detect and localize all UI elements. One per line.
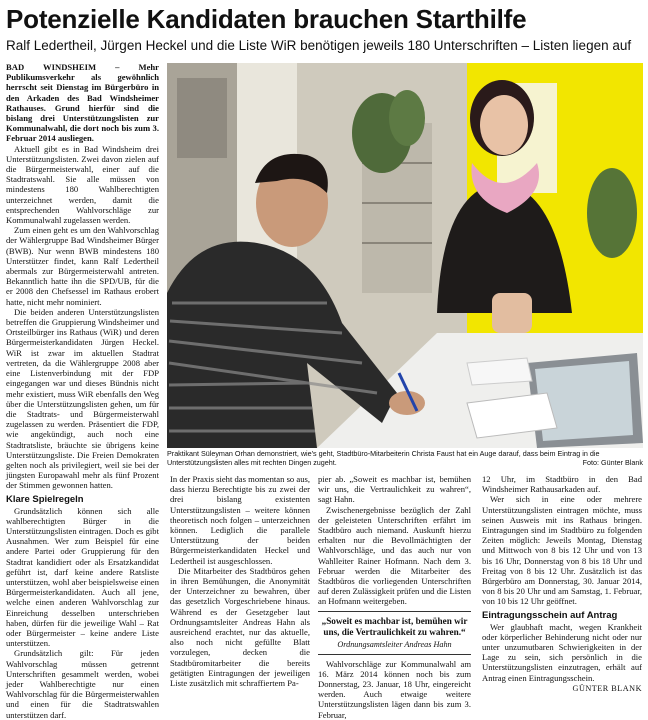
column-3 <box>318 474 471 720</box>
column-2 <box>170 474 310 702</box>
body-paragraph: Zwischenergebnisse bezüglich der Zahl der geleisteten Unterschriften erfährt im Stadtbüro auch niemand. Auskunft hierzu erhalten nur die Bevollmächtigten der Wahlvorschläge, und das auch nur von Wahlleiter Rainer Hofmann. Nach dem 3. Februar werden die Mitarbeiter des Stadtbüros die vorliegenden Unterschriften auf deren Zulässigkeit prüfen und die Listen an Hofmann weitergeben. <box>318 504 471 607</box>
pull-quote-source: Ordnungsamtsleiter Andreas Hahn <box>337 639 452 649</box>
body-paragraph: Wer glaubhaft macht, wegen Krankheit oder körperlicher Behinderung nicht oder nur unter unzumutbaren Schwierigkeiten in der Lage zu sein, sich persönlich in die Unterstützungslisten einzutragen, erhält auf Antrag einen Eintragungsschein. <box>482 621 642 683</box>
section-heading-klare-spielregeln: Klare Spielregeln <box>6 493 84 505</box>
section-heading-eintragungsschein: Eintragungsschein auf Antrag <box>482 609 618 621</box>
body-paragraph: Grundsätzlich können sich alle wahlberechtigten Bürger in die Unterstützungslisten eintragen. Doch es gibt Ausnahmen. Wer zum Beispiel für eine andere Partei oder Gruppierung für den Stadtrat kandidiert oder als Ersatzkandidat geführt ist, darf keine andere Ratsliste unterstützen, wohl aber beispielsweise einen Bürgermeisterkandidaten. Auch all jene, welche einen anderen Wahlvorschlag zur Einreichung desselben unterschrieben haben, dürfen für die jeweilige Wahl – Rat oder Bürgermeister – keine andere Liste unterstützen. <box>6 505 159 649</box>
author-byline: GÜNTER BLANK <box>572 683 642 693</box>
caption-text: Praktikant Süleyman Orhan demonstriert, wie's geht, Stadtbüro-Mitarbeiterin Christa Faust hat ein Auge darauf, dass beim Eintrag in die Unterstützungslisten alles mit rechten Dingen zugeht. <box>167 449 600 467</box>
pull-quote <box>318 611 471 655</box>
body-paragraph: Aktuell gibt es in Bad Windsheim drei Unterstützungslisten. Zwei davon zielen auf die Bürgermeisterwahl, einer auf die Stadtratswahl. Sie alle müssen von mindestens 180 Wahlberechtigten unterzeichnet werden, damit die entsprechenden Wahlvorschläge zur Kommunalwahl zugelassen werden. <box>6 143 159 226</box>
body-paragraph: pier ab. „Soweit es machbar ist, bemühen wir uns, die Vertraulichkeit zu wahren“, sagt Hahn. <box>318 474 471 505</box>
body-paragraph: Die beiden anderen Unterstützungslisten betreffen die Gruppierung Windsheimer und Ortsteilbürger ins Rathaus (WiR) und deren Bürgermeisterkandidaten Jürgen Heckel. WiR ist zwar im aktuellen Stadtrat vertreten, da die Wählergruppe 2008 aber eine Listenverbindung mit der FDP eingegangen war und dieses Bündnis nicht mehr existiert, muss WiR ebenfalls den Weg über die Unterstützungslisten gehen, um für die Stadtrats- und Bürgermeisterwahl zugelassen zu werden. Präsentiert die FDP, wie angekündigt, auch noch eine Stadtratsliste, bräuchte sie übrigens keine Unterstützungsliste. Die Freien Demokraten gelten noch als privilegiert, weil sie bei der jüngsten Europawahl mehr als fünf Prozent der Stimmen gewonnen hatten. <box>6 306 159 491</box>
column-1 <box>6 62 159 720</box>
body-paragraph: Wahlvorschläge zur Kommunalwahl am 16. März 2014 können noch bis zum Donnerstag, 23. Januar, 18 Uhr, eingereicht werden. Auch etwaige weitere Unterstützungslisten lägen dann bis zum 3. Februar, <box>318 658 471 720</box>
column-4 <box>482 474 642 702</box>
subheadline: Ralf Ledertheil, Jürgen Heckel und die Liste WiR benötigen jeweils 180 Unterschriften – Listen liegen auf <box>6 38 632 53</box>
body-paragraph: In der Praxis sieht das momentan so aus, dass hierzu Berechtigte bis zu zwei der drei bislang existenten Unterstützungslisten – weitere können theoretisch noch folgen – unterzeichnen können. Lediglich die parallele Unterstützung der beiden Bürgermeisterkandidaten Heckel und Ledertheil ist ausgeschlossen. <box>170 474 310 566</box>
body-paragraph: Zum einen geht es um den Wahlvorschlag der Wählergruppe Bad Windsheimer Bürger (BWB). Nur wenn BWB mindestens 180 Unterstützer findet, kann Ralf Ledertheil abermals zur Bürgermeisterwahl antreten. Bekanntlich hatte ihn die SPD/UB, für die er 2008 den Chefsessel im Rathaus erobert hatte, nicht mehr nominiert. <box>6 225 159 307</box>
body-paragraph: Grundsätzlich gilt: Für jeden Wahlvorschlag müssen getrennt Unterschriften gesammelt werden, wobei jeder Wahlberechtigte nur einen Wahlvorschlag für die Bürgermeisterwahlen und einen für die Stadtratswahlen unterstützen darf. <box>6 648 159 720</box>
photo-credit: Foto: Günter Blank <box>582 457 643 467</box>
body-paragraph: Wer sich in eine oder mehrere Unterstützungslisten eintragen möchte, muss seinen Ausweis mit ins Rathaus bringen. Eintragungen sind im Stadtbüro zu folgenden Zeiten möglich: Jeweils Montag, Dienstag und Mittwoch von 8 bis 12 Uhr und von 13 bis 16 Uhr, Donnerstag von 8 bis 18 Uhr und Freitag von 8 bis 12 Uhr. Zusätzlich ist das Bürgerbüro am Donnerstag, 30. Januar 2014, von 8 bis 20 Uhr und am Samstag, 1. Februar, von 10 bis 12 Uhr geöffnet. <box>482 494 642 607</box>
photo-caption <box>167 450 643 467</box>
pull-quote-text: „Soweit es machbar ist, bemühen wir uns, die Vertraulichkeit zu wahren.“ <box>321 615 468 637</box>
body-paragraph: Die Mitarbeiter des Stadtbüros gehen in ihren Bemühungen, die Anonymität der Unterzeichner zu bewahren, über das gesetzlich Vorgeschriebene hinaus. Während es der Gesetzgeber laut Ordnungsamtsleiter Andreas Hahn als ausreichend erachtet, nur das aktuelle, also noch nicht gefüllte Blatt vorzulegen, decken die Stadtbüromitarbeiter die bereits getätigten Eintragungen der jeweiligen Liste zusätzlich mit schraffiertem Pa- <box>170 565 310 689</box>
article-photo <box>167 63 643 448</box>
body-paragraph: 12 Uhr, im Stadtbüro in den Bad Windsheimer Rathausarkaden auf. <box>482 474 642 495</box>
headline: Potenzielle Kandidaten brauchen Starthilfe <box>6 4 527 34</box>
lead-paragraph: BAD WINDSHEIM – Mehr Publikumsverkehr als gewöhnlich herrscht seit Dienstag im Bürgerbüro in den Arkaden des Bad Windsheimer Rathauses. Grund hierfür sind die bislang drei Unterstützungslisten zur Kommunalwahl, die dort noch bis zum 3. Februar 2014 ausliegen. <box>6 62 159 144</box>
